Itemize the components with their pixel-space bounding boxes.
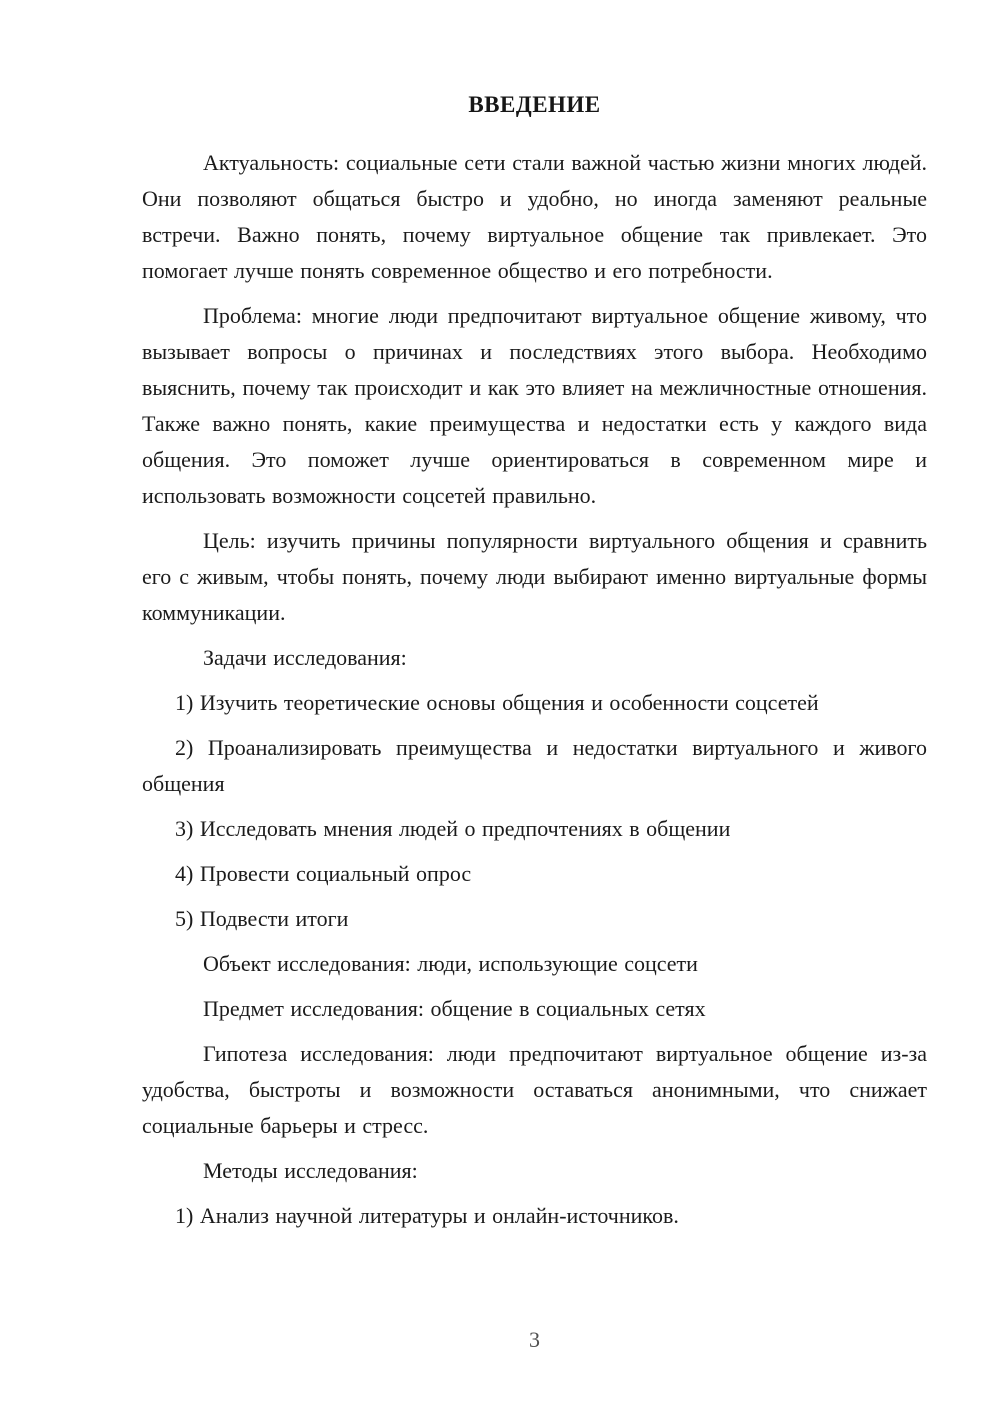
list-item-task-5: 5) Подвести итоги — [175, 906, 349, 931]
document-body — [142, 145, 927, 1234]
list-item-method-1: 1) Анализ научной литературы и онлайн-источников. — [175, 1203, 679, 1228]
list-item-task-1: 1) Изучить теоретические основы общения и особенности соцсетей — [175, 690, 819, 715]
paragraph-aktualnost: Актуальность: социальные сети стали важной частью жизни многих людей. Они позволяют общаться быстро и удобно, но иногда заменяют реальные встречи. Важно понять, почему виртуальное общение так привлекает. Это помогает лучше понять современное общество и его потребности. — [142, 150, 927, 283]
list-item-task-4: 4) Провести социальный опрос — [175, 861, 472, 886]
paragraph-obekt: Объект исследования: люди, использующие соцсети — [203, 951, 698, 976]
paragraph-predmet: Предмет исследования: общение в социальных сетях — [203, 996, 706, 1021]
list-item-task-2: 2) Проанализировать преимущества и недостатки виртуального и живого общения — [142, 735, 927, 796]
list-item-task-3: 3) Исследовать мнения людей о предпочтениях в общении — [175, 816, 731, 841]
paragraph-gipoteza: Гипотеза исследования: люди предпочитают виртуальное общение из-за удобства, быстроты и возможности оставаться анонимными, что снижает социальные барьеры и стресс. — [142, 1041, 927, 1138]
paragraph-metody-label: Методы исследования: — [203, 1158, 418, 1183]
section-heading: ВВЕДЕНИЕ — [468, 92, 601, 117]
page-number: 3 — [529, 1327, 540, 1352]
paragraph-cel: Цель: изучить причины популярности виртуального общения и сравнить его с живым, чтобы понять, почему люди выбирают именно виртуальные формы коммуникации. — [142, 528, 927, 625]
paragraph-zadachi-label: Задачи исследования: — [203, 645, 407, 670]
paragraph-problema: Проблема: многие люди предпочитают виртуальное общение живому, что вызывает вопросы о причинах и последствиях этого выбора. Необходимо выяснить, почему так происходит и как это влияет на межличностные отношения. Также важно понять, какие преимущества и недостатки есть у каждого вида общения. Это поможет лучше ориентироваться в современном мире и использовать возможности соцсетей правильно. — [142, 303, 927, 508]
